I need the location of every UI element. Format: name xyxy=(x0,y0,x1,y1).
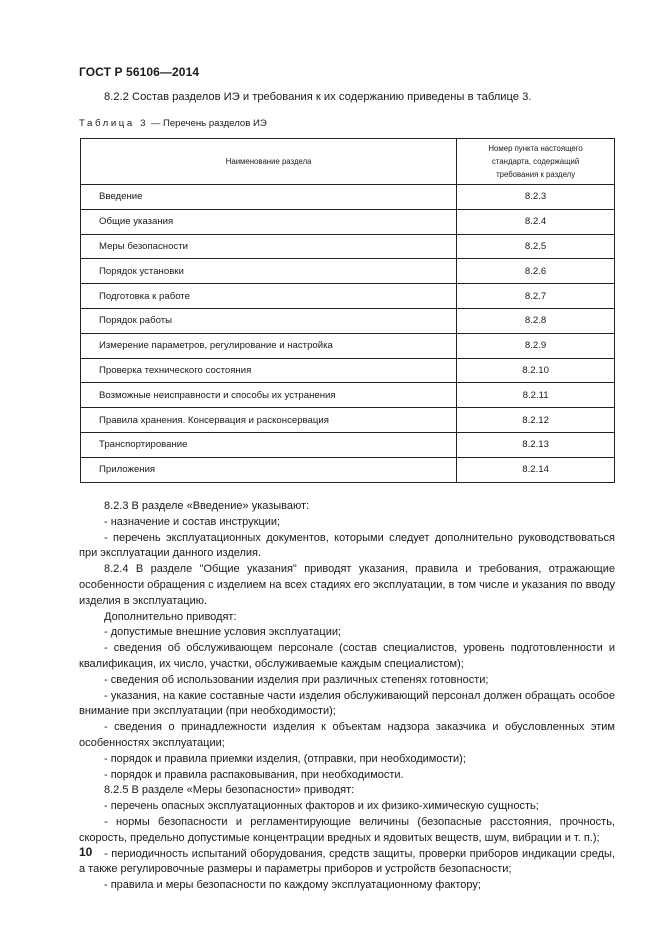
body-paragraph: - перечень опасных эксплуатационных факторов и их физико-химическую сущность; xyxy=(104,800,539,813)
section-name-cell: Правила хранения. Консервация и расконсервация xyxy=(81,408,457,433)
body-paragraph: - допустимые внешние условия эксплуатации; xyxy=(104,626,342,639)
section-name-cell: Транспортирование xyxy=(81,432,457,457)
table-caption-title: — Перечень разделов ИЭ xyxy=(148,118,267,129)
table-row xyxy=(81,308,615,333)
header-clause-number: Номер пункта настоящего стандарта, содержащий требования к разделу xyxy=(457,139,615,185)
table-row xyxy=(81,209,615,234)
body-paragraph: - порядок и правила приемки изделия, (отправки, при необходимости); xyxy=(104,752,466,765)
sections-table xyxy=(80,138,615,483)
clause-number-cell: 8.2.13 xyxy=(457,432,615,457)
body-text xyxy=(79,499,615,894)
section-name-cell: Общие указания xyxy=(81,209,457,234)
body-paragraph: - порядок и правила распаковывания, при необходимости. xyxy=(104,768,404,781)
body-paragraph: - периодичность испытаний оборудования, средств защиты, проверки приборов индикации среды, а также регулировочные размеры и параметры приборов и устройств безопасности; xyxy=(79,847,615,876)
clause-number-cell: 8.2.3 xyxy=(457,185,615,210)
table-row xyxy=(81,234,615,259)
section-name-cell: Введение xyxy=(81,185,457,210)
clause-number-cell: 8.2.7 xyxy=(457,284,615,309)
section-name-cell: Приложения xyxy=(81,457,457,482)
clause-number-cell: 8.2.5 xyxy=(457,234,615,259)
body-paragraph: Дополнительно приводят: xyxy=(104,610,237,623)
table-caption xyxy=(79,118,267,129)
clause-number-cell: 8.2.4 xyxy=(457,209,615,234)
intro-paragraph: 8.2.2 Состав разделов ИЭ и требования к их содержанию приведены в таблице 3. xyxy=(104,91,532,103)
body-paragraph: 8.2.3 В разделе «Введение» указывают: xyxy=(104,500,310,512)
table-body xyxy=(81,185,615,483)
table-row xyxy=(81,432,615,457)
clause-number-cell: 8.2.9 xyxy=(457,333,615,358)
body-paragraph: - перечень эксплуатационных документов, которыми следует дополнительно руководствоваться при эксплуатации данного изделия. xyxy=(79,531,615,560)
body-paragraph: - назначение и состав инструкции; xyxy=(104,515,281,528)
body-paragraph: - сведения о принадлежности изделия к объектам надзора заказчика и обусловленных этим особенностях эксплуатации; xyxy=(79,721,615,749)
table-header-row xyxy=(81,139,615,185)
clause-number-cell: 8.2.10 xyxy=(457,358,615,383)
body-paragraph: - сведения об использовании изделия при различных степенях готовности; xyxy=(104,673,489,686)
section-name-cell: Проверка технического состояния xyxy=(81,358,457,383)
header-section-name: Наименование раздела xyxy=(81,139,457,185)
section-name-cell: Порядок установки xyxy=(81,259,457,284)
table-caption-label: Таблица 3 xyxy=(79,118,149,129)
body-paragraph: - нормы безопасности и регламентирующие величины (безопасные расстояния, прочность, скорость, предельно допустимые концентрации вредных и ядовитых веществ, шум, вибрации и т. п.); xyxy=(79,815,615,844)
section-name-cell: Подготовка к работе xyxy=(81,284,457,309)
body-paragraph: - правила и меры безопасности по каждому эксплуатационному фактору; xyxy=(104,879,481,892)
table-row xyxy=(81,284,615,309)
table-row xyxy=(81,358,615,383)
table-row xyxy=(81,457,615,482)
clause-number-cell: 8.2.11 xyxy=(457,383,615,408)
section-name-cell: Порядок работы xyxy=(81,308,457,333)
body-paragraph: - указания, на какие составные части изделия обслуживающий персонал должен обращать особое внимание при эксплуатации (при необходимости); xyxy=(79,689,615,718)
clause-number-cell: 8.2.12 xyxy=(457,408,615,433)
table-row xyxy=(81,333,615,358)
clause-number-cell: 8.2.14 xyxy=(457,457,615,482)
clause-number-cell: 8.2.8 xyxy=(457,308,615,333)
document-header: ГОСТ Р 56106—2014 xyxy=(79,65,200,79)
page-number: 10 xyxy=(79,845,93,859)
table-row xyxy=(81,408,615,433)
clause-number-cell: 8.2.6 xyxy=(457,259,615,284)
section-name-cell: Возможные неисправности и способы их устранения xyxy=(81,383,457,408)
table-row xyxy=(81,383,615,408)
section-name-cell: Меры безопасности xyxy=(81,234,457,259)
section-name-cell: Измерение параметров, регулирование и настройка xyxy=(81,333,457,358)
body-paragraph: 8.2.4 В разделе "Общие указания" приводят указания, правила и требования, отражающие особенности обращения с изделием на всех стадиях его эксплуатации, в том числе и указания по вводу изделия в эксплуатацию. xyxy=(79,563,615,607)
body-paragraph: - сведения об обслуживающем персонале (состав специалистов, уровень подготовленности и квалификация, их число, участки, обслуживаемые каждым специалистом); xyxy=(79,642,615,670)
body-paragraph: 8.2.5 В разделе «Меры безопасности» приводят: xyxy=(104,784,355,797)
table-row xyxy=(81,259,615,284)
table-row xyxy=(81,185,615,210)
